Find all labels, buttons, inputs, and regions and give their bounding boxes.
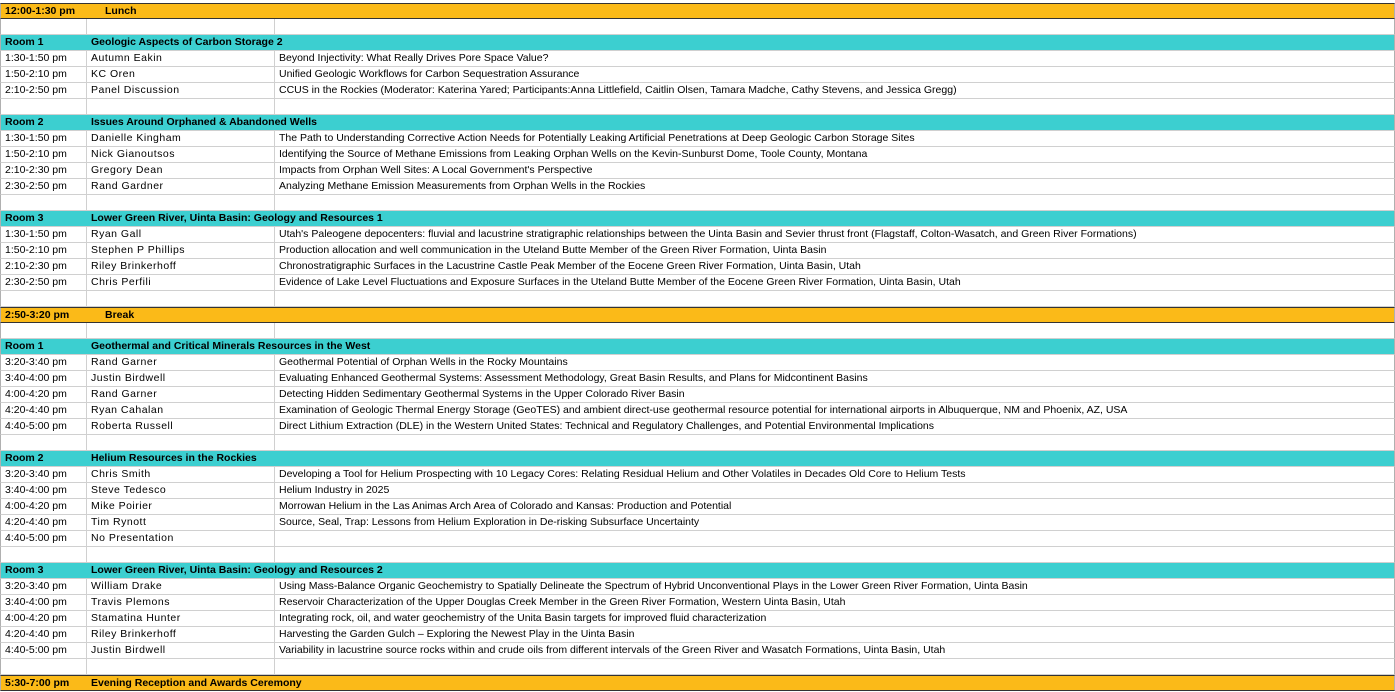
talk-title[interactable]: Impacts from Orphan Well Sites: A Local Government's Perspective <box>279 164 593 176</box>
blank-row <box>0 195 1395 211</box>
talk-title[interactable]: Identifying the Source of Methane Emissions from Leaking Orphan Wells on the Kevin-Sunburst Dome, Toole County, Montana <box>279 148 868 160</box>
talk-time[interactable]: 4:20-4:40 pm <box>1 515 87 530</box>
talk-title[interactable]: Production allocation and well communication in the Uteland Butte Member of the Green River Formation, Uinta Basin <box>279 244 827 256</box>
talk-title[interactable]: Variability in lacustrine source rocks within and crude oils from different intervals of the Green River and Wasatch Formations, Uinta Basin, Utah <box>279 644 946 656</box>
talk-speaker[interactable]: Justin Birdwell <box>87 643 275 658</box>
talk-title[interactable]: Utah's Paleogene depocenters: fluvial and lacustrine stratigraphic relationships between the Uinta Basin and Sevier thrust front (Flagstaff, Colton-Wasatch, and Green River Formations) <box>279 228 1137 240</box>
talk-row <box>0 83 1395 99</box>
talk-title[interactable]: Developing a Tool for Helium Prospecting with 10 Legacy Cores: Relating Residual Helium and Other Volatiles in Decades Old Core to Helium Tests <box>279 468 966 480</box>
talk-time[interactable]: 4:00-4:20 pm <box>1 387 87 402</box>
talk-title[interactable]: Direct Lithium Extraction (DLE) in the Western United States: Technical and Regulatory Challenges, and Potential Environmental Implications <box>279 420 935 432</box>
blank-row <box>0 323 1395 339</box>
talk-row <box>0 243 1395 259</box>
talk-title[interactable]: Unified Geologic Workflows for Carbon Sequestration Assurance <box>279 68 580 80</box>
talk-time[interactable]: 2:10-2:50 pm <box>1 83 87 98</box>
talk-row <box>0 403 1395 419</box>
talk-time[interactable]: 1:30-1:50 pm <box>1 51 87 66</box>
talk-title[interactable]: Geothermal Potential of Orphan Wells in the Rocky Mountains <box>279 356 568 368</box>
talk-title[interactable]: Beyond Injectivity: What Really Drives Pore Space Value? <box>279 52 549 64</box>
talk-row <box>0 579 1395 595</box>
talk-speaker[interactable]: Stamatina Hunter <box>87 611 275 626</box>
break-time[interactable]: 5:30-7:00 pm <box>5 677 70 689</box>
room-label[interactable]: Room 3 <box>5 564 44 576</box>
talk-time[interactable]: 1:50-2:10 pm <box>1 147 87 162</box>
talk-title[interactable]: Evidence of Lake Level Fluctuations and Exposure Surfaces in the Uteland Butte Member of the Eocene Green River Formation, Uinta Basin, Utah <box>279 276 961 288</box>
talk-time[interactable]: 4:00-4:20 pm <box>1 611 87 626</box>
talk-row <box>0 147 1395 163</box>
talk-speaker[interactable]: Roberta Russell <box>87 419 275 434</box>
break-label[interactable]: Break <box>105 309 135 321</box>
talk-title[interactable] <box>275 531 1394 546</box>
talk-title[interactable]: Examination of Geologic Thermal Energy Storage (GeoTES) and ambient direct-use geothermal resource potential for international airports in Albuquerque, NM and Phoenix, AZ, USA <box>279 404 1128 416</box>
talk-speaker[interactable]: Tim Rynott <box>87 515 275 530</box>
talk-time[interactable]: 1:50-2:10 pm <box>1 243 87 258</box>
talk-title[interactable]: Using Mass-Balance Organic Geochemistry to Spatially Delineate the Spectrum of Hybrid Unconventional Plays in the Lower Green River Formation, Uinta Basin <box>279 580 1028 592</box>
talk-row <box>0 499 1395 515</box>
blank-row <box>0 291 1395 307</box>
session-title[interactable]: Geothermal and Critical Minerals Resources in the West <box>91 340 371 352</box>
talk-row <box>0 67 1395 83</box>
session-title[interactable]: Geologic Aspects of Carbon Storage 2 <box>91 36 283 48</box>
talk-time[interactable]: 4:40-5:00 pm <box>1 419 87 434</box>
break-row <box>0 307 1395 323</box>
talk-speaker[interactable]: Ryan Cahalan <box>87 403 275 418</box>
talk-time[interactable]: 3:40-4:00 pm <box>1 371 87 386</box>
break-label[interactable]: Lunch <box>105 5 137 17</box>
talk-title[interactable]: CCUS in the Rockies (Moderator: Katerina Yared; Participants:Anna Littlefield, Caitlin Olsen, Tamara Madche, Cathy Stevens, and Jessica Gregg) <box>279 84 957 96</box>
talk-speaker[interactable]: Rand Gardner <box>87 179 275 194</box>
session-header-row <box>0 115 1395 131</box>
session-title[interactable]: Lower Green River, Uinta Basin: Geology and Resources 1 <box>91 212 383 224</box>
talk-speaker[interactable]: Ryan Gall <box>87 227 275 242</box>
talk-speaker[interactable]: Riley Brinkerhoff <box>87 259 275 274</box>
talk-time[interactable]: 2:30-2:50 pm <box>1 275 87 290</box>
talk-title[interactable]: Source, Seal, Trap: Lessons from Helium Exploration in De-risking Subsurface Uncertainty <box>279 516 700 528</box>
session-header-row <box>0 211 1395 227</box>
talk-time[interactable]: 2:30-2:50 pm <box>1 179 87 194</box>
talk-speaker[interactable]: Chris Perfili <box>87 275 275 290</box>
talk-time[interactable]: 1:50-2:10 pm <box>1 67 87 82</box>
talk-row <box>0 595 1395 611</box>
talk-row <box>0 275 1395 291</box>
room-label[interactable]: Room 1 <box>5 340 44 352</box>
talk-title[interactable]: Evaluating Enhanced Geothermal Systems: Assessment Methodology, Great Basin Results, and Plans for Midcontinent Basins <box>279 372 868 384</box>
talk-time[interactable]: 3:40-4:00 pm <box>1 595 87 610</box>
session-title[interactable]: Lower Green River, Uinta Basin: Geology and Resources 2 <box>91 564 383 576</box>
talk-time[interactable]: 1:30-1:50 pm <box>1 227 87 242</box>
talk-row <box>0 643 1395 659</box>
talk-speaker[interactable]: Nick Gianoutsos <box>87 147 275 162</box>
session-title[interactable]: Helium Resources in the Rockies <box>91 452 257 464</box>
talk-speaker[interactable]: Chris Smith <box>87 467 275 482</box>
talk-title[interactable]: Harvesting the Garden Gulch – Exploring the Newest Play in the Uinta Basin <box>279 628 635 640</box>
talk-title[interactable]: Detecting Hidden Sedimentary Geothermal Systems in the Upper Colorado River Basin <box>279 388 685 400</box>
blank-row <box>0 19 1395 35</box>
session-header-row <box>0 563 1395 579</box>
talk-time[interactable]: 3:20-3:40 pm <box>1 467 87 482</box>
blank-row <box>0 547 1395 563</box>
evening-row <box>0 675 1395 691</box>
talk-title[interactable]: Integrating rock, oil, and water geochemistry of the Unita Basin targets for improved fluid characterization <box>279 612 767 624</box>
talk-title[interactable]: Chronostratigraphic Surfaces in the Lacustrine Castle Peak Member of the Eocene Green River Formation, Uinta Basin, Utah <box>279 260 861 272</box>
talk-speaker[interactable]: Travis Plemons <box>87 595 275 610</box>
talk-time[interactable]: 3:20-3:40 pm <box>1 355 87 370</box>
session-header-row <box>0 451 1395 467</box>
talk-row <box>0 387 1395 403</box>
talk-speaker[interactable]: Danielle Kingham <box>87 131 275 146</box>
room-label[interactable]: Room 3 <box>5 212 44 224</box>
talk-row <box>0 627 1395 643</box>
talk-time[interactable]: 3:40-4:00 pm <box>1 483 87 498</box>
talk-title[interactable]: Analyzing Methane Emission Measurements from Orphan Wells in the Rockies <box>279 180 646 192</box>
talk-speaker[interactable]: No Presentation <box>87 531 275 546</box>
blank-row <box>0 659 1395 675</box>
session-title[interactable]: Issues Around Orphaned & Abandoned Wells <box>91 116 317 128</box>
room-label[interactable]: Room 1 <box>5 36 44 48</box>
talk-row <box>0 611 1395 627</box>
talk-speaker[interactable]: Riley Brinkerhoff <box>87 627 275 642</box>
room-label[interactable]: Room 2 <box>5 116 44 128</box>
talk-time[interactable]: 4:40-5:00 pm <box>1 643 87 658</box>
talk-speaker[interactable]: William Drake <box>87 579 275 594</box>
talk-time[interactable]: 4:00-4:20 pm <box>1 499 87 514</box>
talk-speaker[interactable]: Mike Poirier <box>87 499 275 514</box>
talk-row <box>0 419 1395 435</box>
talk-row <box>0 131 1395 147</box>
blank-row <box>0 99 1395 115</box>
talk-speaker[interactable]: Panel Discussion <box>87 83 275 98</box>
talk-title[interactable]: The Path to Understanding Corrective Action Needs for Potentially Leaking Artificial Penetrations at Deep Geologic Carbon Storage Sites <box>279 132 915 144</box>
talk-row <box>0 355 1395 371</box>
break-time[interactable]: 12:00-1:30 pm <box>5 5 76 17</box>
room-label[interactable]: Room 2 <box>5 452 44 464</box>
talk-row <box>0 371 1395 387</box>
talk-time[interactable]: 2:10-2:30 pm <box>1 259 87 274</box>
talk-row <box>0 259 1395 275</box>
talk-row <box>0 163 1395 179</box>
talk-row <box>0 227 1395 243</box>
talk-time[interactable]: 4:20-4:40 pm <box>1 627 87 642</box>
session-header-row <box>0 35 1395 51</box>
break-label[interactable]: Evening Reception and Awards Ceremony <box>91 677 302 689</box>
talk-time[interactable]: 1:30-1:50 pm <box>1 131 87 146</box>
talk-row <box>0 179 1395 195</box>
talk-row <box>0 467 1395 483</box>
talk-row <box>0 483 1395 499</box>
talk-title[interactable]: Morrowan Helium in the Las Animas Arch Area of Colorado and Kansas: Production and Potential <box>279 500 732 512</box>
talk-row <box>0 51 1395 67</box>
blank-row <box>0 435 1395 451</box>
talk-speaker[interactable]: Steve Tedesco <box>87 483 275 498</box>
session-header-row <box>0 339 1395 355</box>
talk-title[interactable]: Helium Industry in 2025 <box>279 484 390 496</box>
talk-speaker[interactable]: Stephen P Phillips <box>87 243 275 258</box>
talk-speaker[interactable]: Gregory Dean <box>87 163 275 178</box>
talk-speaker[interactable]: Justin Birdwell <box>87 371 275 386</box>
talk-row <box>0 515 1395 531</box>
talk-row <box>0 531 1395 547</box>
talk-speaker[interactable]: Autumn Eakin <box>87 51 275 66</box>
talk-time[interactable]: 4:20-4:40 pm <box>1 403 87 418</box>
break-time[interactable]: 2:50-3:20 pm <box>5 309 70 321</box>
lunch-row <box>0 3 1395 19</box>
talk-speaker[interactable]: Rand Garner <box>87 355 275 370</box>
talk-title[interactable]: Reservoir Characterization of the Upper Douglas Creek Member in the Green River Formation, Western Uinta Basin, Utah <box>279 596 846 608</box>
talk-time[interactable]: 4:40-5:00 pm <box>1 531 87 546</box>
talk-time[interactable]: 3:20-3:40 pm <box>1 579 87 594</box>
talk-speaker[interactable]: Rand Garner <box>87 387 275 402</box>
talk-time[interactable]: 2:10-2:30 pm <box>1 163 87 178</box>
talk-speaker[interactable]: KC Oren <box>87 67 275 82</box>
